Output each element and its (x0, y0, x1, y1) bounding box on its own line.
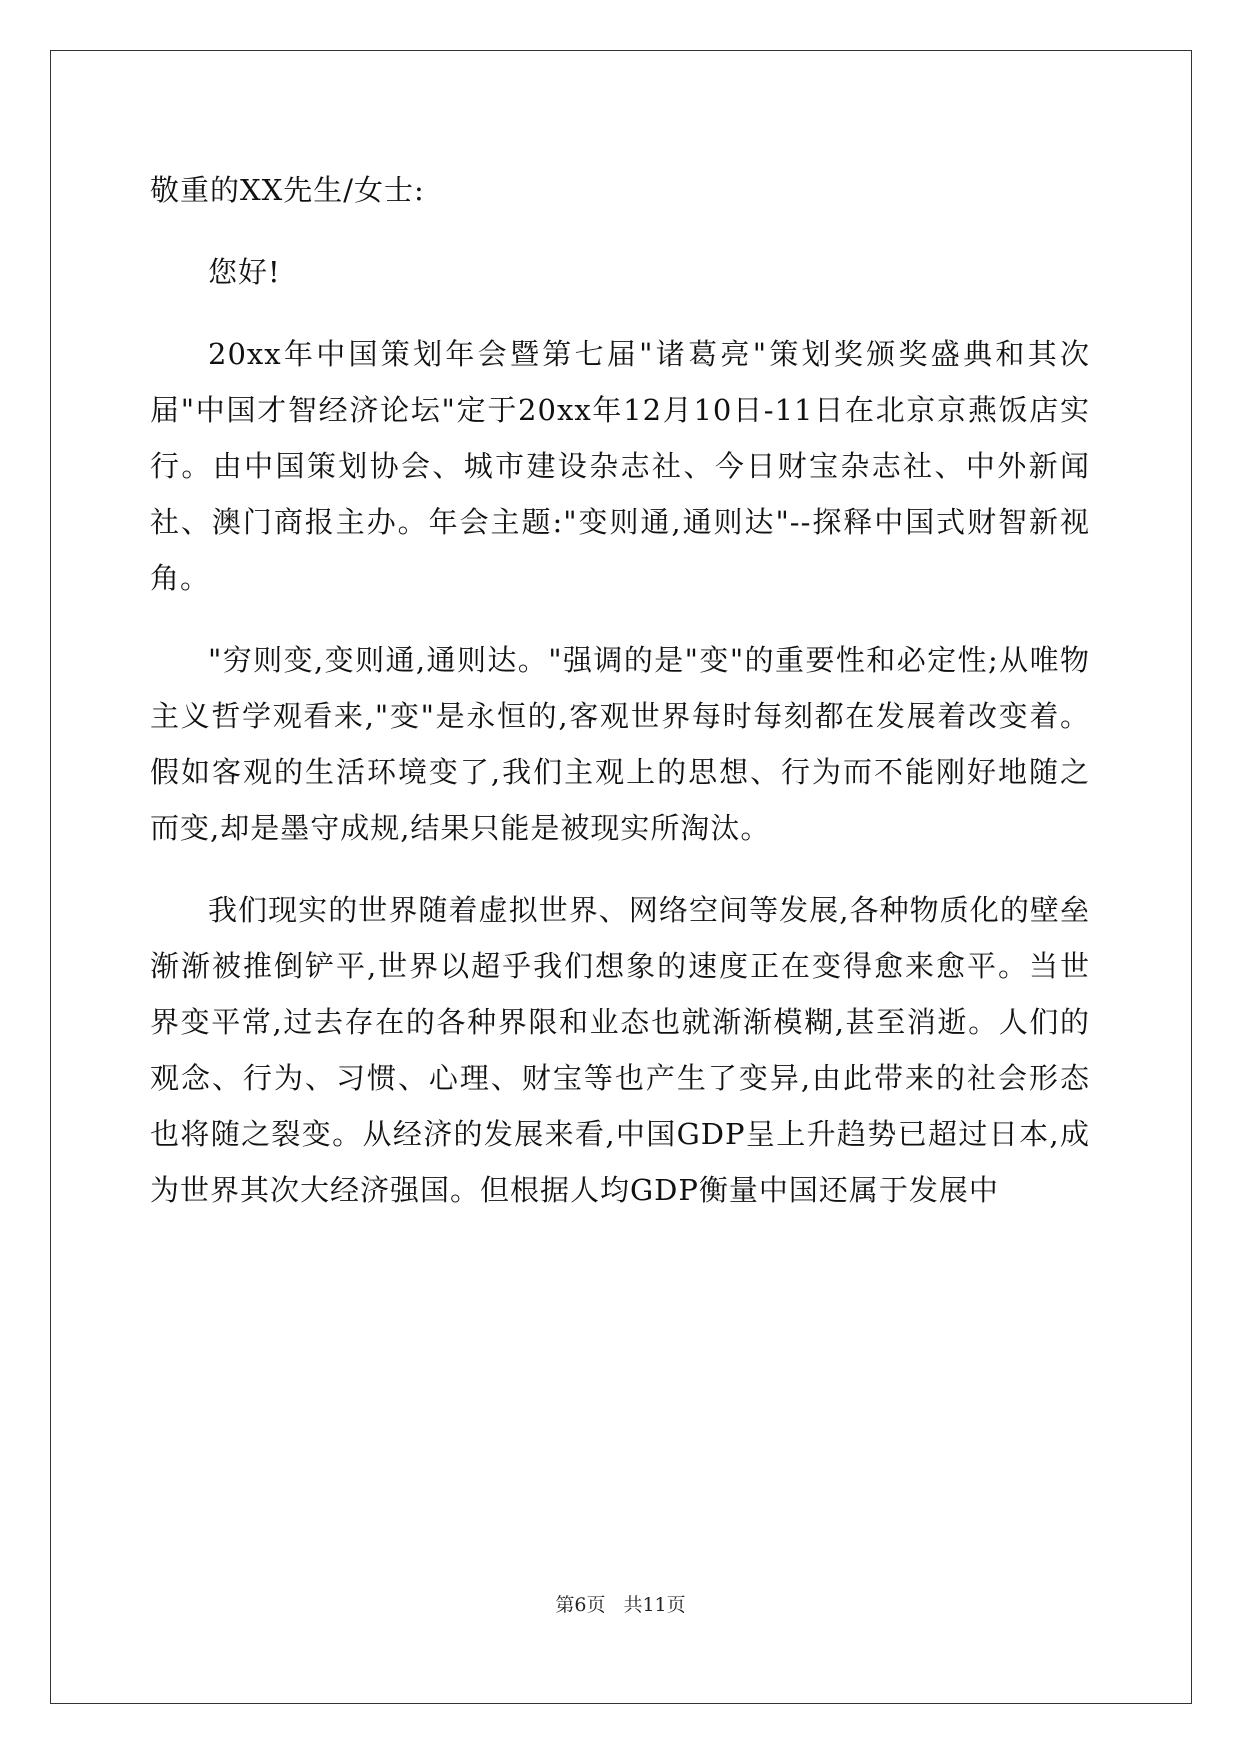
page-footer (0, 1590, 1241, 1617)
paragraph-3: 我们现实的世界随着虚拟世界、网络空间等发展,各种物质化的壁垒渐渐被推倒铲平,世界以超乎我们想象的速度正在变得愈来愈平。当世界变平常,过去存在的各种界限和业态也就渐渐模糊,甚至消逝。人们的观念、行为、习惯、心理、财宝等也产生了变异,由此带来的社会形态也将随之裂变。从经济的发展来看,中国GDP呈上升趋势已超过日本,成为世界其次大经济强国。但根据人均GDP衡量中国还属于发展中 (150, 893, 1090, 1207)
letter-body (150, 162, 1090, 1244)
paragraph-2: "穷则变,变则通,通则达。"强调的是"变"的重要性和必定性;从唯物主义哲学观看来,"变"是永恒的,客观世界每时每刻都在发展着改变着。假如客观的生活环境变了,我们主观上的思想、行为而不能刚好地随之而变,却是墨守成规,结果只能是被现实所淘汰。 (150, 643, 1090, 845)
page-total: 共11页 (623, 1594, 686, 1616)
greeting: 您好! (208, 255, 281, 289)
paragraph-1: 20xx年中国策划年会暨第七届"诸葛亮"策划奖颁奖盛典和其次届"中国才智经济论坛"定于20xx年12月10日-11日在北京京燕饭店实行。由中国策划协会、城市建设杂志社、今日财宝杂志社、中外新闻社、澳门商报主办。年会主题:"变则通,通则达"--探释中国式财智新视角。 (150, 337, 1090, 595)
page-number: 第6页 (555, 1594, 606, 1616)
salutation: 敬重的XX先生/女士: (150, 173, 425, 207)
